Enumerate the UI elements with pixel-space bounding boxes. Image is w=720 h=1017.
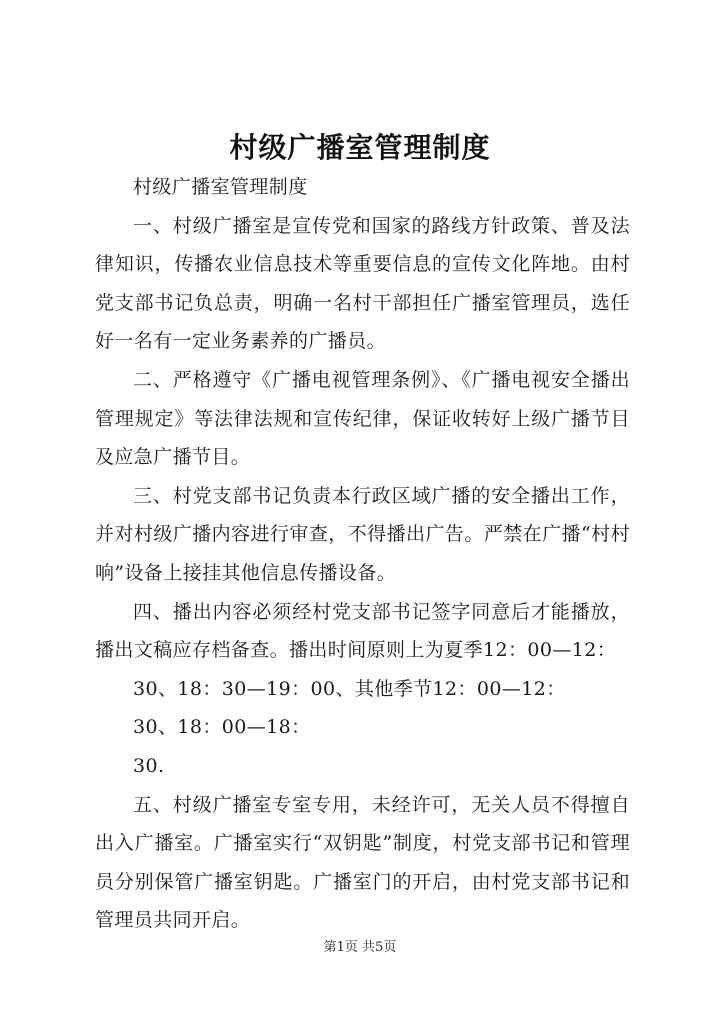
document-body: [95, 168, 630, 940]
paragraph-subtitle: 村级广播室管理制度: [133, 176, 308, 198]
paragraph-2: 二、严格遵守《广播电视管理条例》、《广播电视安全播出管理规定》等法律法规和宣传纪律，保证收转好上级广播节目及应急广播节目。: [95, 368, 630, 469]
paragraph-4-cont-a: 30、18：30—19：00、其他季节12：00—12：: [133, 677, 566, 700]
paragraph-3: 三、村党支部书记负责本行政区域广播的安全播出工作，并对村级广播内容进行审查，不得播出广告。严禁在广播“村村响”设备上接挂其他信息传播设备。: [95, 484, 630, 584]
document-title: 村级广播室管理制度: [229, 131, 491, 164]
paragraph-4: 四、播出内容必须经村党支部书记签字同意后才能播放，播出文稿应存档备查。播出时间原则上为夏季12：00—12：: [95, 600, 630, 662]
paragraph-4-cont-c: 30.: [133, 754, 165, 777]
paragraph-5: 五、村级广播室专室专用，未经许可，无关人员不得擅自出入广播室。广播室实行“双钥匙”制度，村党支部书记和管理员分别保管广播室钥匙。广播室门的开启，由村党支部书记和管理员共同开启。: [95, 793, 630, 932]
paragraph-1: 一、村级广播室是宣传党和国家的路线方针政策、普及法律知识，传播农业信息技术等重要信息的宣传文化阵地。由村党支部书记负总责，明确一名村干部担任广播室管理员，选任好一名有一定业务素养的广播员。: [95, 214, 630, 353]
paragraph-4-cont-b: 30、18：00—18：: [133, 716, 311, 739]
page-footer: 第1页 共5页: [323, 940, 397, 955]
